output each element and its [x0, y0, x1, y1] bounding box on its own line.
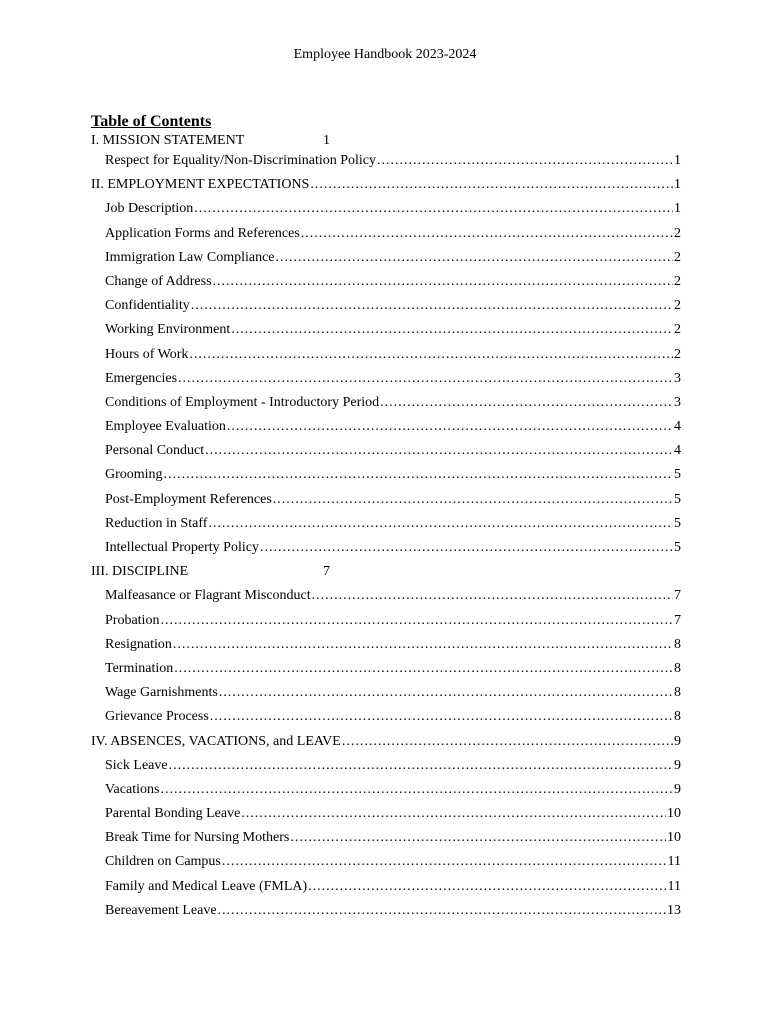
toc-entry-label: IV. ABSENCES, VACATIONS, and LEAVE: [91, 733, 341, 749]
toc-dot-leader: [191, 294, 673, 318]
toc-entry-label: Employee Evaluation: [105, 419, 226, 435]
toc-entry[interactable]: [91, 439, 681, 463]
toc-entry-label: Probation: [105, 612, 160, 628]
toc-dot-leader: [160, 778, 673, 802]
toc-entry-label: Conditions of Employment - Introductory Period: [105, 394, 380, 410]
toc-entry[interactable]: [91, 246, 681, 270]
toc-entry[interactable]: [91, 560, 681, 584]
toc-entry-page-number: 4: [674, 419, 681, 435]
toc-dot-leader: [174, 657, 673, 681]
toc-entry-label: Bereavement Leave: [105, 902, 217, 918]
toc-entry-label: Intellectual Property Policy: [105, 540, 259, 555]
toc-entry-page-number: 8: [674, 636, 681, 652]
toc-dot-leader: [312, 584, 673, 608]
toc-entry[interactable]: [91, 754, 681, 778]
toc-dot-leader: [189, 343, 673, 367]
toc-entry-page-number: 2: [674, 322, 681, 338]
toc-dot-leader: [222, 850, 667, 874]
toc-entry-label: Parental Bonding Leave: [105, 806, 241, 822]
toc-entry-page-number: 7: [323, 564, 330, 580]
toc-entry-label: Malfeasance or Flagrant Misconduct: [105, 588, 311, 604]
toc-dot-leader: [210, 705, 673, 729]
toc-entry[interactable]: [91, 584, 681, 608]
toc-entry[interactable]: [91, 173, 681, 197]
toc-dot-leader: [164, 463, 673, 487]
toc-dot-leader: [227, 415, 673, 439]
toc-entry[interactable]: [91, 730, 681, 754]
toc-entry-page-number: 7: [674, 588, 681, 604]
toc-dot-leader: [276, 246, 673, 270]
toc-entry[interactable]: [91, 270, 681, 294]
toc-dot-leader: [169, 754, 673, 778]
toc-entry-page-number: 7: [674, 612, 681, 628]
toc-entry-page-number: 1: [323, 133, 330, 148]
toc-entry-label: Change of Address: [105, 273, 212, 289]
toc-entry-page-number: 4: [674, 443, 681, 459]
toc-entry-page-number: 9: [674, 781, 681, 797]
page-header: Employee Handbook 2023-2024: [293, 47, 477, 62]
toc-entry-page-number: 10: [667, 830, 681, 846]
toc-entry-label: Reduction in Staff: [105, 515, 208, 531]
toc-dot-leader: [301, 222, 673, 246]
toc-entry-page-number: 1: [674, 153, 681, 168]
toc-entry-label: Grooming: [105, 467, 163, 483]
toc-entry-page-number: 5: [674, 467, 681, 483]
toc-dot-leader: [219, 681, 673, 705]
toc-entry-page-number: 1: [674, 177, 681, 193]
toc-entry-page-number: 9: [674, 733, 681, 749]
toc-entry-label: Grievance Process: [105, 709, 209, 725]
toc-title: Table of Contents: [91, 113, 212, 130]
toc-dot-leader: [260, 536, 673, 560]
toc-entry-page-number: 1: [674, 201, 681, 217]
toc-dot-leader: [241, 802, 666, 826]
toc-entry-label: Children on Campus: [105, 854, 221, 870]
toc-dot-leader: [218, 899, 666, 923]
toc-entry-page-number: 11: [667, 854, 681, 870]
toc-entry[interactable]: [91, 778, 681, 802]
toc-entry-label: Working Environment: [105, 322, 231, 338]
toc-entry[interactable]: [91, 367, 681, 391]
toc-entry[interactable]: [91, 463, 681, 487]
toc-entry[interactable]: [91, 391, 681, 415]
toc-entry-page-number: 5: [674, 515, 681, 531]
toc-entry-page-number: 2: [674, 249, 681, 265]
toc-entry[interactable]: [91, 657, 681, 681]
toc-entry[interactable]: [91, 875, 681, 899]
toc-entry[interactable]: [91, 294, 681, 318]
toc-entry[interactable]: [91, 222, 681, 246]
toc-dot-leader: [308, 875, 666, 899]
toc-entry-label: Wage Garnishments: [105, 685, 218, 701]
toc-dot-leader: [173, 633, 673, 657]
toc-entry[interactable]: [91, 802, 681, 826]
toc-entry-page-number: 11: [667, 878, 681, 894]
toc-entry[interactable]: [91, 705, 681, 729]
toc-dot-leader: [342, 730, 673, 754]
toc-entry-label: Post-Employment References: [105, 491, 272, 507]
toc-entry[interactable]: [91, 197, 681, 221]
toc-entry[interactable]: [91, 633, 681, 657]
toc-entry-label: II. EMPLOYMENT EXPECTATIONS: [91, 177, 310, 193]
toc-entry-page-number: 8: [674, 660, 681, 676]
toc-dot-leader: [377, 149, 673, 173]
toc-entry-page-number: 10: [667, 806, 681, 822]
toc-entry[interactable]: [91, 850, 681, 874]
toc-dot-leader: [213, 270, 673, 294]
toc-dot-leader: [273, 488, 673, 512]
toc-dot-leader: [380, 391, 673, 415]
toc-entry[interactable]: [91, 512, 681, 536]
toc-entry[interactable]: [91, 899, 681, 923]
toc-entry-label: Resignation: [105, 636, 172, 652]
toc-dot-leader: [194, 197, 673, 221]
toc-entry[interactable]: [91, 536, 681, 560]
toc-entry-page-number: 3: [674, 394, 681, 410]
toc-entry[interactable]: [91, 415, 681, 439]
toc-entry-label: Emergencies: [105, 370, 178, 386]
toc-entry-label: Sick Leave: [105, 757, 168, 773]
toc-entry-label: Personal Conduct: [105, 443, 205, 459]
toc-entry-label: I. MISSION STATEMENT: [91, 133, 245, 148]
toc-list: [91, 132, 681, 923]
toc-entry-label: Job Description: [105, 201, 194, 217]
table-of-contents: [91, 112, 681, 923]
toc-entry-label: Break Time for Nursing Mothers: [105, 830, 290, 846]
toc-dot-leader: [231, 318, 673, 342]
toc-entry[interactable]: [91, 343, 681, 367]
toc-entry-page-number: 3: [674, 370, 681, 386]
toc-entry[interactable]: [91, 149, 681, 173]
toc-entry-label: Confidentiality: [105, 298, 190, 314]
toc-entry[interactable]: [91, 609, 681, 633]
toc-entry-page-number: 2: [674, 298, 681, 314]
toc-entry-label: Family and Medical Leave (FMLA): [105, 878, 308, 894]
toc-entry-label: Vacations: [105, 781, 160, 797]
toc-entry-label: III. DISCIPLINE: [91, 564, 189, 580]
toc-dot-leader: [208, 512, 673, 536]
toc-entry[interactable]: [91, 318, 681, 342]
toc-entry-label: Hours of Work: [105, 346, 189, 362]
toc-dot-leader: [310, 173, 673, 197]
toc-dot-leader: [160, 609, 673, 633]
toc-entry[interactable]: [91, 826, 681, 850]
toc-entry-page-number: 2: [674, 225, 681, 241]
toc-entry-label: Respect for Equality/Non-Discrimination Policy: [105, 153, 377, 168]
toc-entry-page-number: 5: [674, 540, 681, 555]
toc-entry-page-number: 5: [674, 491, 681, 507]
toc-entry-label: Immigration Law Compliance: [105, 249, 275, 265]
toc-entry-page-number: 13: [667, 902, 681, 918]
toc-entry-label: Application Forms and References: [105, 225, 300, 241]
toc-entry[interactable]: [91, 681, 681, 705]
toc-entry[interactable]: [91, 488, 681, 512]
toc-entry-page-number: 2: [674, 346, 681, 362]
toc-entry[interactable]: [91, 132, 681, 149]
toc-dot-leader: [290, 826, 666, 850]
toc-entry-page-number: 8: [674, 685, 681, 701]
toc-entry-label: Termination: [105, 660, 174, 676]
toc-dot-leader: [178, 367, 673, 391]
toc-entry-page-number: 2: [674, 273, 681, 289]
toc-entry-page-number: 8: [674, 709, 681, 725]
toc-dot-leader: [205, 439, 673, 463]
toc-entry-page-number: 9: [674, 757, 681, 773]
